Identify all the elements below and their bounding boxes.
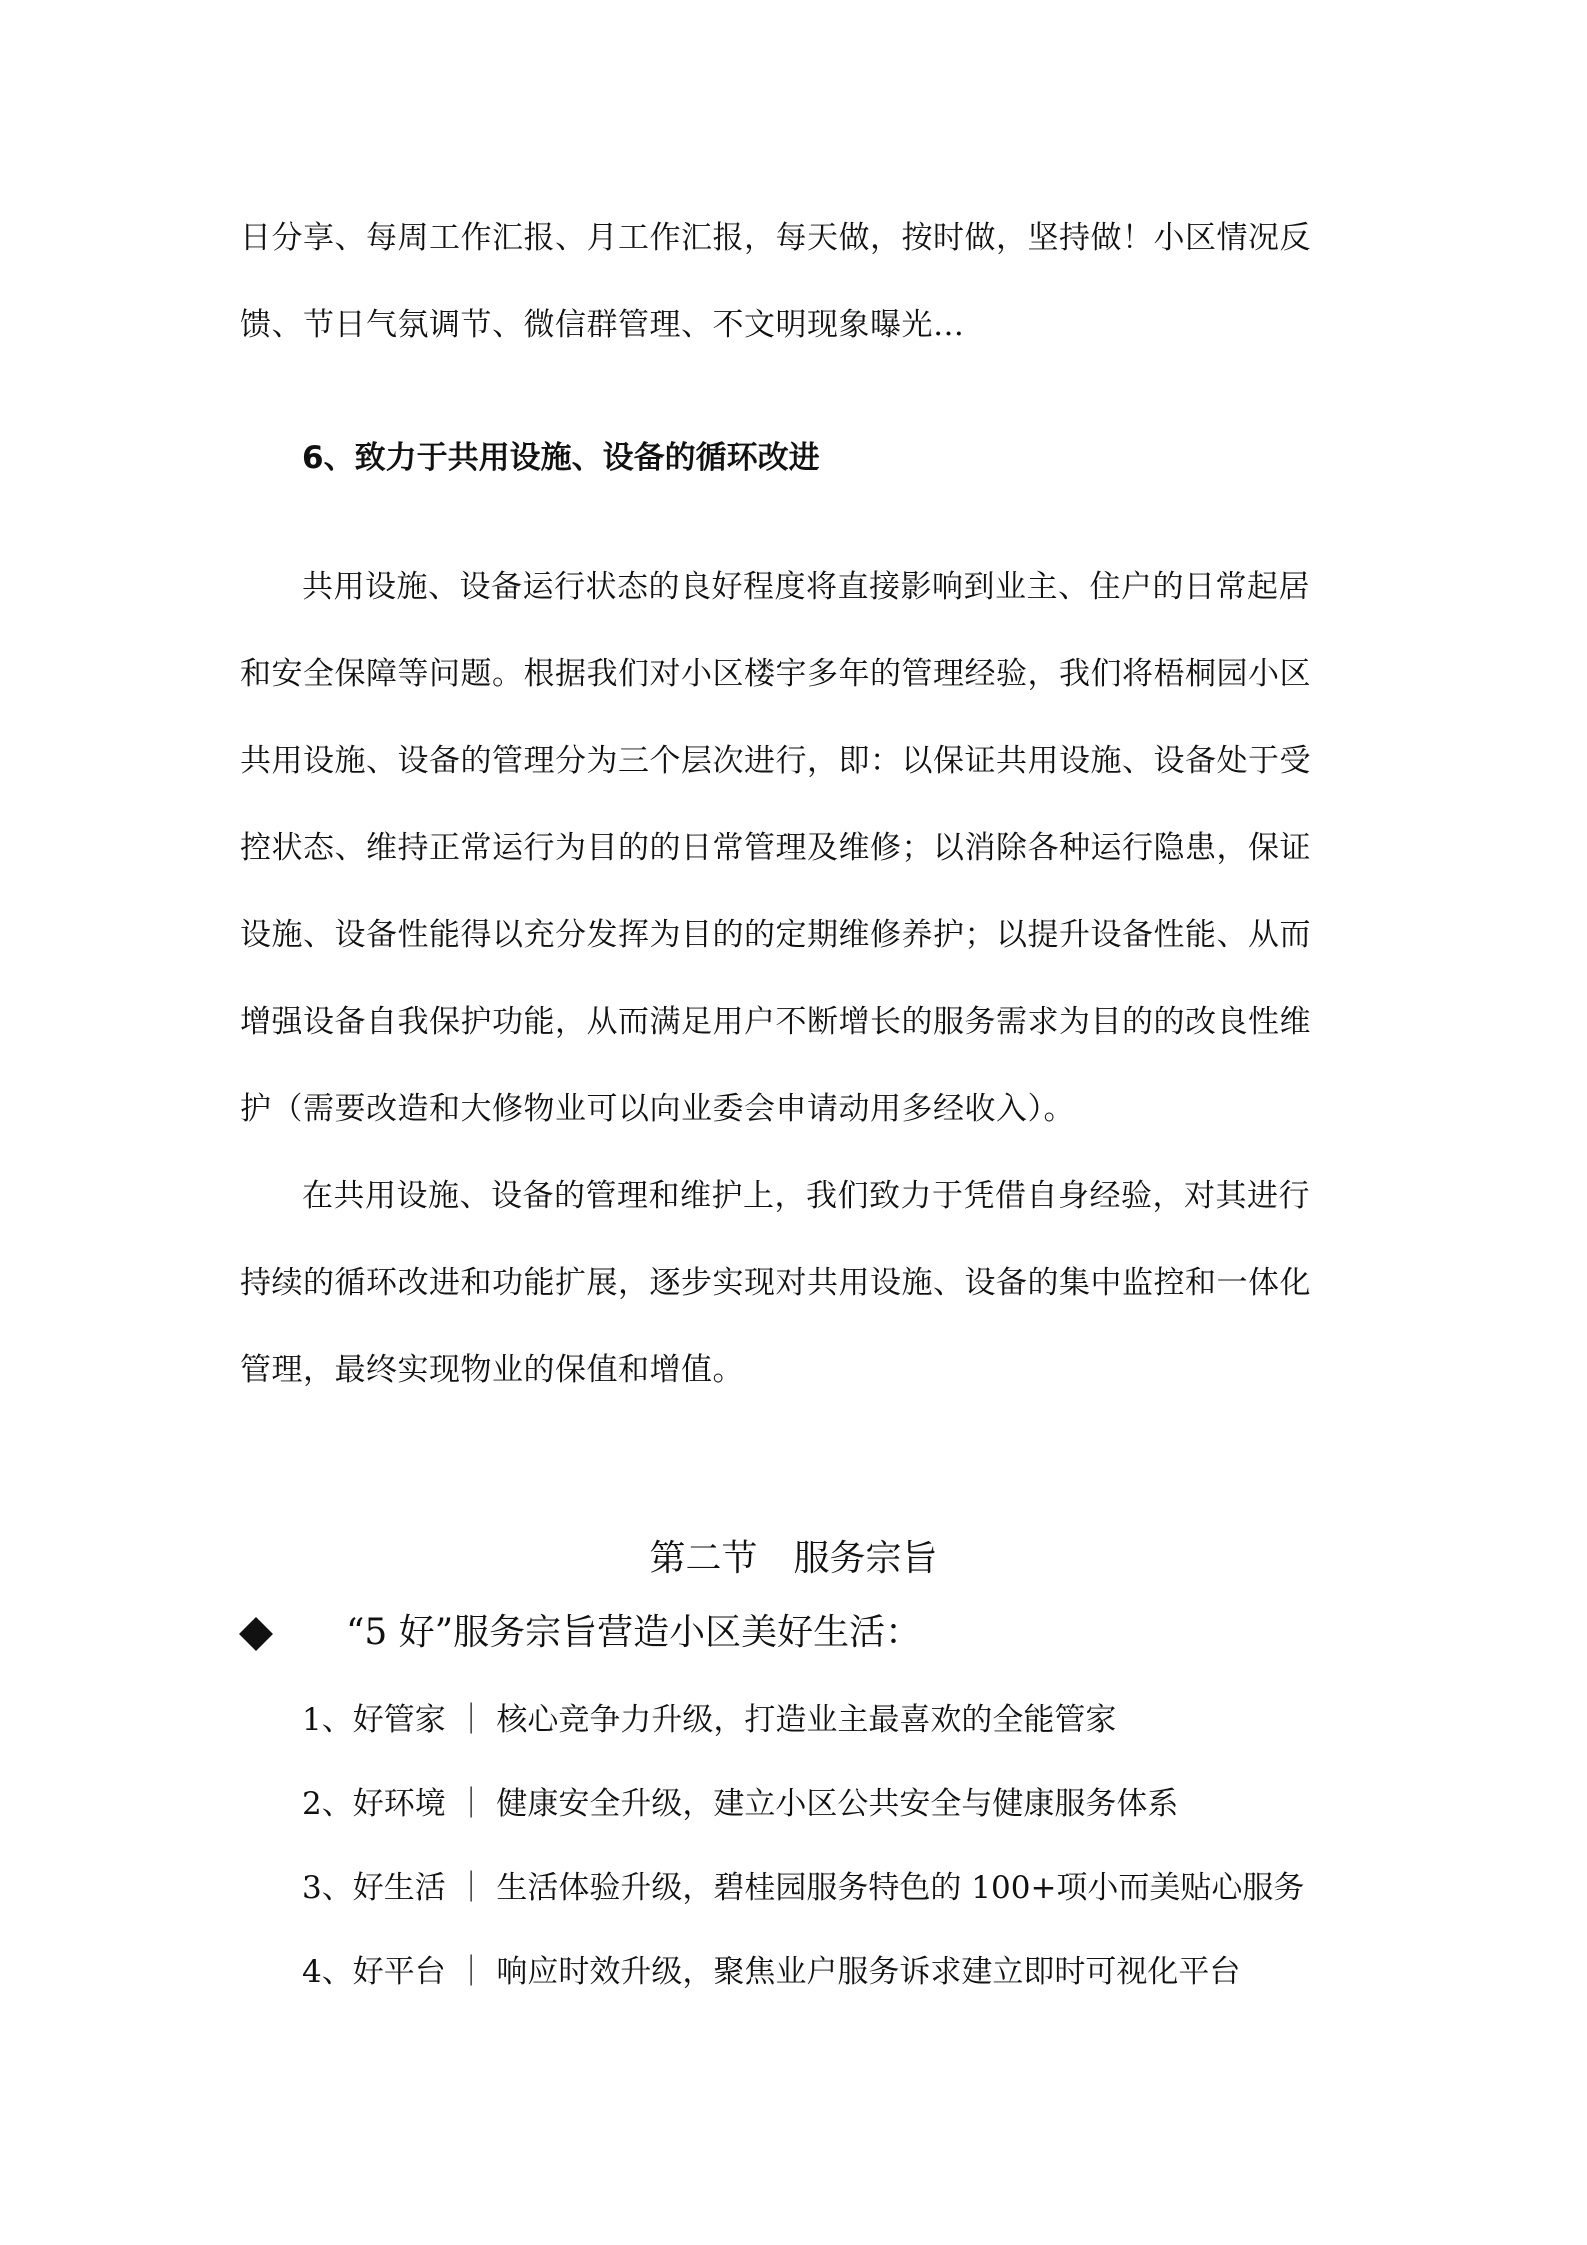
list-item: 3、好生活 ｜ 生活体验升级，碧桂园服务特色的 100+项小而美贴心服务 <box>302 1870 1305 1906</box>
paragraph-line: 共用设施、设备运行状态的良好程度将直接影响到业主、住户的日常起居 <box>302 569 1310 605</box>
paragraph-line: 和安全保障等问题。根据我们对小区楼宇多年的管理经验，我们将梧桐园小区 <box>240 656 1311 692</box>
bullet-heading: “5 好”服务宗旨营造小区美好生活： <box>346 1612 922 1653</box>
paragraph-line: 共用设施、设备的管理分为三个层次进行，即：以保证共用设施、设备处于受 <box>240 743 1311 779</box>
paragraph-line: 馈、节日气氛调节、微信群管理、不文明现象曝光… <box>240 307 965 343</box>
list-item: 2、好环境 ｜ 健康安全升级，建立小区公共安全与健康服务体系 <box>302 1786 1179 1822</box>
paragraph-line: 在共用设施、设备的管理和维护上，我们致力于凭借自身经验，对其进行 <box>302 1178 1310 1214</box>
paragraph-line: 管理，最终实现物业的保值和增值。 <box>240 1352 744 1388</box>
list-item: 4、好平台 ｜ 响应时效升级，聚焦业户服务诉求建立即时可视化平台 <box>302 1954 1241 1990</box>
paragraph-line: 控状态、维持正常运行为目的的日常管理及维修；以消除各种运行隐患，保证 <box>240 830 1311 866</box>
paragraph-line: 日分享、每周工作汇报、月工作汇报，每天做，按时做，坚持做！小区情况反 <box>240 220 1311 256</box>
list-item: 1、好管家 ｜ 核心竞争力升级，打造业主最喜欢的全能管家 <box>302 1702 1117 1738</box>
paragraph-line: 设施、设备性能得以充分发挥为目的的定期维修养护；以提升设备性能、从而 <box>240 917 1311 953</box>
section-title: 第二节 服务宗旨 <box>649 1538 938 1579</box>
paragraph-line: 增强设备自我保护功能，从而满足用户不断增长的服务需求为目的的改良性维 <box>240 1004 1311 1040</box>
diamond-bullet-icon <box>239 1617 273 1651</box>
paragraph-line: 持续的循环改进和功能扩展，逐步实现对共用设施、设备的集中监控和一体化 <box>240 1265 1311 1301</box>
paragraph-line: 护（需要改造和大修物业可以向业委会申请动用多经收入）。 <box>240 1091 1075 1127</box>
subsection-heading: 6、致力于共用设施、设备的循环改进 <box>302 440 820 476</box>
